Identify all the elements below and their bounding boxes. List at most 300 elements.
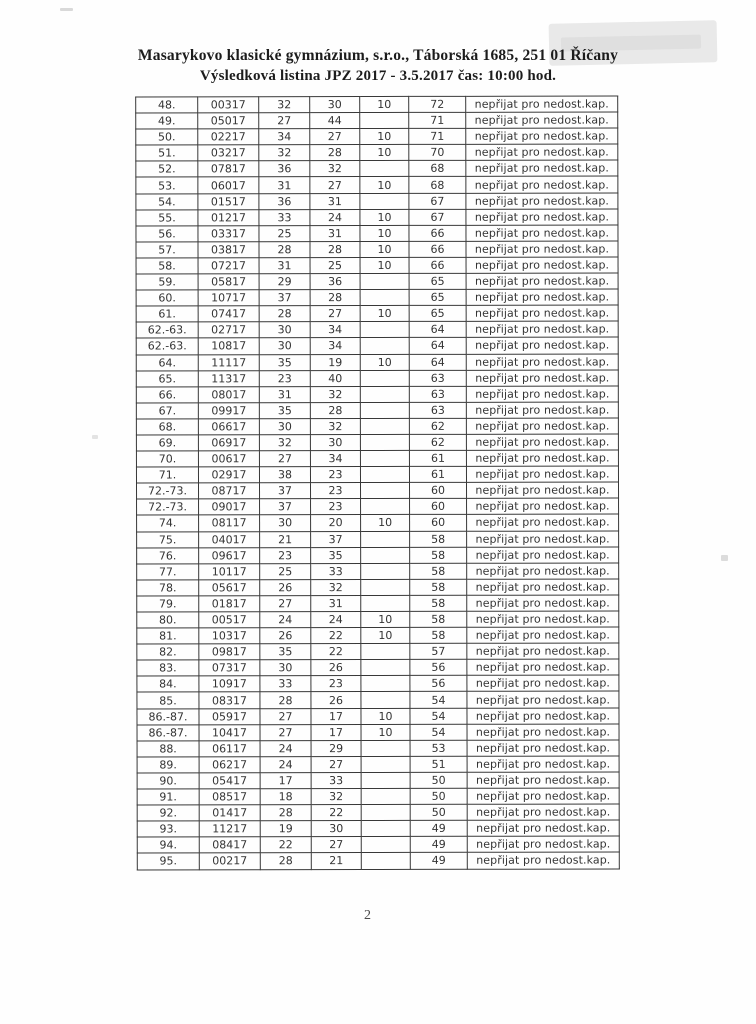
table-row bbox=[136, 386, 618, 403]
score1-cell: 35 bbox=[260, 644, 311, 660]
score1-cell: 32 bbox=[259, 145, 310, 161]
score2-cell: 31 bbox=[311, 595, 361, 611]
total-cell: 54 bbox=[410, 708, 467, 724]
score2-cell: 28 bbox=[310, 145, 360, 161]
code-cell: 08517 bbox=[199, 789, 260, 805]
score1-cell: 18 bbox=[260, 789, 311, 805]
code-cell: 06917 bbox=[198, 435, 259, 451]
status-cell: nepřijat pro nedost.kap. bbox=[467, 563, 619, 579]
bonus-cell bbox=[361, 821, 410, 837]
bonus-cell bbox=[360, 434, 409, 450]
rank-cell: 50. bbox=[136, 129, 198, 145]
score2-cell: 27 bbox=[310, 306, 360, 322]
table-row bbox=[137, 804, 619, 821]
total-cell: 64 bbox=[409, 322, 466, 338]
table-row bbox=[137, 772, 619, 789]
total-cell: 58 bbox=[410, 611, 467, 627]
bonus-cell bbox=[361, 547, 410, 563]
status-cell: nepřijat pro nedost.kap. bbox=[467, 852, 619, 868]
score2-cell: 44 bbox=[310, 113, 360, 129]
total-cell: 57 bbox=[410, 644, 467, 660]
table-row bbox=[137, 563, 619, 580]
score1-cell: 35 bbox=[259, 402, 310, 418]
code-cell: 00517 bbox=[199, 612, 260, 628]
total-cell: 58 bbox=[410, 547, 467, 563]
status-cell: nepřijat pro nedost.kap. bbox=[467, 514, 619, 530]
table-row bbox=[137, 852, 619, 869]
status-cell: nepřijat pro nedost.kap. bbox=[467, 595, 619, 611]
code-cell: 05817 bbox=[198, 274, 259, 290]
bonus-cell: 10 bbox=[361, 611, 410, 627]
bonus-cell bbox=[360, 386, 409, 402]
total-cell: 51 bbox=[410, 756, 467, 772]
code-cell: 11317 bbox=[198, 370, 259, 386]
score1-cell: 32 bbox=[259, 97, 310, 113]
rank-cell: 86.-87. bbox=[137, 708, 199, 724]
bonus-cell bbox=[361, 563, 410, 579]
code-cell: 05017 bbox=[198, 113, 259, 129]
table-row bbox=[136, 128, 618, 145]
score2-cell: 25 bbox=[310, 257, 360, 273]
code-cell: 09617 bbox=[199, 547, 260, 563]
status-cell: nepřijat pro nedost.kap. bbox=[467, 724, 619, 740]
table-row bbox=[137, 531, 619, 548]
bonus-cell bbox=[360, 402, 409, 418]
score1-cell: 27 bbox=[260, 724, 311, 740]
total-cell: 49 bbox=[410, 821, 467, 837]
status-cell: nepřijat pro nedost.kap. bbox=[467, 611, 619, 627]
score2-cell: 28 bbox=[310, 241, 360, 257]
score2-cell: 32 bbox=[310, 386, 360, 402]
table-row bbox=[136, 144, 618, 161]
table-row bbox=[136, 418, 618, 435]
score1-cell: 29 bbox=[259, 274, 310, 290]
bonus-cell bbox=[361, 788, 410, 804]
scan-speck bbox=[721, 555, 728, 561]
table-row bbox=[136, 450, 618, 467]
rank-cell: 88. bbox=[137, 741, 199, 757]
bonus-cell bbox=[360, 290, 409, 306]
score2-cell: 22 bbox=[311, 628, 361, 644]
score1-cell: 17 bbox=[260, 773, 311, 789]
rank-cell: 66. bbox=[136, 387, 198, 403]
table-row bbox=[136, 225, 618, 242]
status-cell: nepřijat pro nedost.kap. bbox=[466, 160, 618, 176]
status-cell: nepřijat pro nedost.kap. bbox=[467, 675, 619, 691]
total-cell: 71 bbox=[409, 129, 466, 145]
status-cell: nepřijat pro nedost.kap. bbox=[466, 450, 618, 466]
code-cell: 02717 bbox=[198, 322, 259, 338]
table-row bbox=[136, 112, 618, 129]
rank-cell: 64. bbox=[136, 354, 198, 370]
status-cell: nepřijat pro nedost.kap. bbox=[467, 579, 619, 595]
bonus-cell bbox=[361, 676, 410, 692]
total-cell: 70 bbox=[409, 145, 466, 161]
bonus-cell bbox=[360, 193, 409, 209]
rank-cell: 82. bbox=[137, 644, 199, 660]
rank-cell: 84. bbox=[137, 676, 199, 692]
rank-cell: 77. bbox=[137, 564, 199, 580]
code-cell: 05417 bbox=[199, 773, 260, 789]
rank-cell: 57. bbox=[136, 242, 198, 258]
bonus-cell: 10 bbox=[361, 515, 410, 531]
rank-cell: 49. bbox=[136, 113, 198, 129]
bonus-cell bbox=[360, 338, 409, 354]
rank-cell: 61. bbox=[136, 306, 198, 322]
total-cell: 62 bbox=[409, 418, 466, 434]
table-row bbox=[136, 176, 618, 193]
status-cell: nepřijat pro nedost.kap. bbox=[466, 193, 618, 209]
table-row bbox=[137, 611, 619, 628]
bonus-cell: 10 bbox=[361, 724, 410, 740]
score2-cell: 34 bbox=[310, 322, 360, 338]
status-cell: nepřijat pro nedost.kap. bbox=[466, 370, 618, 386]
score1-cell: 23 bbox=[260, 547, 311, 563]
score2-cell: 31 bbox=[310, 193, 360, 209]
table-row bbox=[136, 273, 618, 290]
code-cell: 02917 bbox=[198, 467, 259, 483]
score2-cell: 27 bbox=[311, 756, 361, 772]
status-cell: nepřijat pro nedost.kap. bbox=[466, 128, 618, 144]
status-cell: nepřijat pro nedost.kap. bbox=[466, 418, 618, 434]
code-cell: 08117 bbox=[199, 515, 260, 531]
table-row bbox=[137, 595, 619, 612]
score2-cell: 17 bbox=[311, 724, 361, 740]
status-cell: nepřijat pro nedost.kap. bbox=[466, 305, 618, 321]
status-cell: nepřijat pro nedost.kap. bbox=[467, 708, 619, 724]
rank-cell: 78. bbox=[137, 580, 199, 596]
code-cell: 10817 bbox=[198, 338, 259, 354]
score1-cell: 25 bbox=[260, 563, 311, 579]
score1-cell: 37 bbox=[259, 290, 310, 306]
table-row bbox=[136, 402, 618, 419]
score1-cell: 23 bbox=[259, 370, 310, 386]
total-cell: 68 bbox=[409, 177, 466, 193]
score2-cell: 30 bbox=[310, 435, 360, 451]
rank-cell: 83. bbox=[137, 660, 199, 676]
rank-cell: 90. bbox=[137, 773, 199, 789]
code-cell: 07817 bbox=[198, 161, 259, 177]
score1-cell: 31 bbox=[259, 177, 310, 193]
score2-cell: 35 bbox=[311, 547, 361, 563]
total-cell: 63 bbox=[409, 386, 466, 402]
score2-cell: 28 bbox=[310, 290, 360, 306]
total-cell: 67 bbox=[409, 193, 466, 209]
score2-cell: 24 bbox=[310, 209, 360, 225]
table-row bbox=[137, 675, 619, 692]
rank-cell: 54. bbox=[136, 193, 198, 209]
rank-cell: 95. bbox=[137, 853, 199, 869]
code-cell: 00217 bbox=[199, 853, 260, 869]
code-cell: 06017 bbox=[198, 177, 259, 193]
bonus-cell: 10 bbox=[360, 257, 409, 273]
code-cell: 07417 bbox=[198, 306, 259, 322]
table-row bbox=[137, 482, 619, 499]
rank-cell: 62.-63. bbox=[136, 322, 198, 338]
code-cell: 06117 bbox=[199, 740, 260, 756]
rank-cell: 93. bbox=[137, 821, 199, 837]
score1-cell: 28 bbox=[259, 306, 310, 322]
bonus-cell: 10 bbox=[360, 225, 409, 241]
bonus-cell bbox=[361, 740, 410, 756]
rank-cell: 72.-73. bbox=[137, 483, 199, 499]
score2-cell: 23 bbox=[310, 467, 360, 483]
total-cell: 68 bbox=[409, 161, 466, 177]
total-cell: 58 bbox=[410, 579, 467, 595]
total-cell: 56 bbox=[410, 676, 467, 692]
score1-cell: 25 bbox=[259, 225, 310, 241]
status-cell: nepřijat pro nedost.kap. bbox=[466, 144, 618, 160]
code-cell: 02217 bbox=[198, 129, 259, 145]
status-cell: nepřijat pro nedost.kap. bbox=[466, 225, 618, 241]
code-cell: 11217 bbox=[199, 821, 260, 837]
code-cell: 07317 bbox=[199, 660, 260, 676]
total-cell: 61 bbox=[409, 466, 466, 482]
score1-cell: 28 bbox=[260, 692, 311, 708]
score1-cell: 26 bbox=[260, 579, 311, 595]
score2-cell: 22 bbox=[311, 805, 361, 821]
table-row bbox=[136, 209, 618, 226]
code-cell: 09017 bbox=[199, 499, 260, 515]
score2-cell: 17 bbox=[311, 708, 361, 724]
score1-cell: 35 bbox=[259, 354, 310, 370]
total-cell: 63 bbox=[409, 402, 466, 418]
code-cell: 10417 bbox=[199, 724, 260, 740]
table-row bbox=[136, 353, 618, 370]
total-cell: 66 bbox=[409, 257, 466, 273]
bonus-cell bbox=[361, 837, 410, 853]
score2-cell: 20 bbox=[311, 515, 361, 531]
bonus-cell bbox=[360, 113, 409, 129]
code-cell: 06617 bbox=[198, 419, 259, 435]
bonus-cell bbox=[361, 660, 410, 676]
status-cell: nepřijat pro nedost.kap. bbox=[466, 386, 618, 402]
score1-cell: 27 bbox=[260, 596, 311, 612]
status-cell: nepřijat pro nedost.kap. bbox=[467, 740, 619, 756]
code-cell: 10117 bbox=[199, 563, 260, 579]
table-row bbox=[137, 691, 619, 708]
page-number: 2 bbox=[364, 908, 371, 923]
score1-cell: 38 bbox=[259, 467, 310, 483]
code-cell: 00317 bbox=[198, 97, 259, 113]
status-cell: nepřijat pro nedost.kap. bbox=[466, 353, 618, 369]
score2-cell: 33 bbox=[311, 772, 361, 788]
score1-cell: 30 bbox=[260, 660, 311, 676]
code-cell: 08417 bbox=[199, 837, 260, 853]
score1-cell: 27 bbox=[259, 113, 310, 129]
scan-speck bbox=[60, 8, 73, 11]
score1-cell: 30 bbox=[259, 322, 310, 338]
score1-cell: 32 bbox=[259, 435, 310, 451]
bonus-cell bbox=[361, 853, 410, 869]
score2-cell: 27 bbox=[311, 837, 361, 853]
bonus-cell bbox=[361, 644, 410, 660]
score2-cell: 30 bbox=[310, 97, 360, 113]
code-cell: 04017 bbox=[199, 531, 260, 547]
score2-cell: 40 bbox=[310, 370, 360, 386]
score1-cell: 24 bbox=[260, 756, 311, 772]
status-cell: nepřijat pro nedost.kap. bbox=[467, 627, 619, 643]
rank-cell: 72.-73. bbox=[137, 499, 199, 515]
score1-cell: 19 bbox=[260, 821, 311, 837]
rank-cell: 67. bbox=[136, 403, 198, 419]
bonus-cell: 10 bbox=[361, 708, 410, 724]
rank-cell: 92. bbox=[137, 805, 199, 821]
rank-cell: 55. bbox=[136, 210, 198, 226]
score1-cell: 24 bbox=[260, 740, 311, 756]
total-cell: 58 bbox=[410, 531, 467, 547]
score2-cell: 23 bbox=[311, 676, 361, 692]
bonus-cell bbox=[360, 467, 409, 483]
bonus-cell bbox=[361, 579, 410, 595]
code-cell: 10917 bbox=[199, 676, 260, 692]
total-cell: 56 bbox=[410, 660, 467, 676]
bonus-cell bbox=[360, 322, 409, 338]
total-cell: 63 bbox=[409, 370, 466, 386]
bonus-cell bbox=[361, 756, 410, 772]
bonus-cell bbox=[361, 692, 410, 708]
table-row bbox=[136, 289, 618, 306]
score2-cell: 34 bbox=[310, 451, 360, 467]
status-cell: nepřijat pro nedost.kap. bbox=[467, 691, 619, 707]
table-row bbox=[136, 466, 618, 483]
rank-cell: 76. bbox=[137, 547, 199, 563]
status-cell: nepřijat pro nedost.kap. bbox=[466, 466, 618, 482]
rank-cell: 86.-87. bbox=[137, 725, 199, 741]
score2-cell: 32 bbox=[310, 161, 360, 177]
score1-cell: 27 bbox=[259, 451, 310, 467]
table-row bbox=[137, 820, 619, 837]
table-row bbox=[137, 498, 619, 515]
bonus-cell: 10 bbox=[360, 241, 409, 257]
code-cell: 11117 bbox=[198, 354, 259, 370]
code-cell: 08317 bbox=[199, 692, 260, 708]
table-row bbox=[136, 257, 618, 274]
total-cell: 54 bbox=[410, 692, 467, 708]
rank-cell: 71. bbox=[136, 467, 198, 483]
code-cell: 09917 bbox=[198, 403, 259, 419]
table-row bbox=[137, 514, 619, 531]
status-cell: nepřijat pro nedost.kap. bbox=[467, 804, 619, 820]
score2-cell: 24 bbox=[311, 612, 361, 628]
total-cell: 65 bbox=[409, 289, 466, 305]
bonus-cell bbox=[361, 595, 410, 611]
status-cell: nepřijat pro nedost.kap. bbox=[467, 659, 619, 675]
score2-cell: 34 bbox=[310, 338, 360, 354]
rank-cell: 85. bbox=[137, 692, 199, 708]
code-cell: 08717 bbox=[199, 483, 260, 499]
score1-cell: 28 bbox=[260, 805, 311, 821]
status-cell: nepřijat pro nedost.kap. bbox=[467, 498, 619, 514]
code-cell: 01217 bbox=[198, 209, 259, 225]
rank-cell: 70. bbox=[136, 451, 198, 467]
total-cell: 62 bbox=[409, 434, 466, 450]
score2-cell: 32 bbox=[311, 789, 361, 805]
total-cell: 65 bbox=[409, 273, 466, 289]
table-row bbox=[137, 627, 619, 644]
code-cell: 01817 bbox=[199, 596, 260, 612]
total-cell: 53 bbox=[410, 740, 467, 756]
status-cell: nepřijat pro nedost.kap. bbox=[467, 788, 619, 804]
status-cell: nepřijat pro nedost.kap. bbox=[467, 756, 619, 772]
status-cell: nepřijat pro nedost.kap. bbox=[467, 643, 619, 659]
bonus-cell: 10 bbox=[360, 96, 409, 112]
table-row bbox=[137, 643, 619, 660]
status-cell: nepřijat pro nedost.kap. bbox=[466, 241, 618, 257]
status-cell: nepřijat pro nedost.kap. bbox=[466, 482, 618, 498]
status-cell: nepřijat pro nedost.kap. bbox=[466, 176, 618, 192]
total-cell: 66 bbox=[409, 225, 466, 241]
rank-cell: 56. bbox=[136, 226, 198, 242]
status-cell: nepřijat pro nedost.kap. bbox=[467, 820, 619, 836]
rank-cell: 62.-63. bbox=[136, 338, 198, 354]
bonus-cell: 10 bbox=[361, 628, 410, 644]
rank-cell: 91. bbox=[137, 789, 199, 805]
code-cell: 03217 bbox=[198, 145, 259, 161]
score2-cell: 26 bbox=[311, 660, 361, 676]
status-cell: nepřijat pro nedost.kap. bbox=[466, 289, 618, 305]
status-cell: nepřijat pro nedost.kap. bbox=[466, 273, 618, 289]
score1-cell: 36 bbox=[259, 193, 310, 209]
document-title-line1: Masarykovo klasické gymnázium, s.r.o., Táborská 1685, 251 01 Říčany bbox=[137, 47, 619, 64]
rank-cell: 60. bbox=[136, 290, 198, 306]
table-row bbox=[137, 740, 619, 757]
status-cell: nepřijat pro nedost.kap. bbox=[466, 209, 618, 225]
score1-cell: 28 bbox=[260, 853, 311, 869]
score1-cell: 24 bbox=[260, 612, 311, 628]
score1-cell: 37 bbox=[260, 499, 311, 515]
total-cell: 64 bbox=[409, 354, 466, 370]
status-cell: nepřijat pro nedost.kap. bbox=[466, 434, 618, 450]
bonus-cell bbox=[361, 499, 410, 515]
score1-cell: 30 bbox=[259, 338, 310, 354]
status-cell: nepřijat pro nedost.kap. bbox=[467, 547, 619, 563]
score2-cell: 30 bbox=[311, 821, 361, 837]
code-cell: 09817 bbox=[199, 644, 260, 660]
score2-cell: 27 bbox=[310, 177, 360, 193]
document-title-line2: Výsledková listina JPZ 2017 - 3.5.2017 čas: 10:00 hod. bbox=[199, 68, 557, 84]
results-table bbox=[135, 95, 620, 870]
score2-cell: 33 bbox=[311, 563, 361, 579]
status-cell: nepřijat pro nedost.kap. bbox=[466, 402, 618, 418]
score2-cell: 29 bbox=[311, 740, 361, 756]
rank-cell: 74. bbox=[137, 515, 199, 531]
total-cell: 49 bbox=[410, 853, 467, 869]
status-cell: nepřijat pro nedost.kap. bbox=[467, 531, 619, 547]
bonus-cell: 10 bbox=[360, 145, 409, 161]
score1-cell: 22 bbox=[260, 837, 311, 853]
rank-cell: 53. bbox=[136, 177, 198, 193]
total-cell: 65 bbox=[409, 306, 466, 322]
code-cell: 05617 bbox=[199, 580, 260, 596]
bonus-cell bbox=[361, 805, 410, 821]
total-cell: 58 bbox=[410, 563, 467, 579]
code-cell: 08017 bbox=[198, 386, 259, 402]
score2-cell: 31 bbox=[310, 225, 360, 241]
bonus-cell: 10 bbox=[360, 209, 409, 225]
code-cell: 10317 bbox=[199, 628, 260, 644]
code-cell: 03317 bbox=[198, 225, 259, 241]
bonus-cell bbox=[360, 273, 409, 289]
rank-cell: 51. bbox=[136, 145, 198, 161]
bonus-cell: 10 bbox=[360, 129, 409, 145]
rank-cell: 75. bbox=[137, 531, 199, 547]
total-cell: 54 bbox=[410, 724, 467, 740]
table-row bbox=[136, 96, 618, 113]
total-cell: 67 bbox=[409, 209, 466, 225]
score1-cell: 21 bbox=[260, 531, 311, 547]
status-cell: nepřijat pro nedost.kap. bbox=[467, 836, 619, 852]
